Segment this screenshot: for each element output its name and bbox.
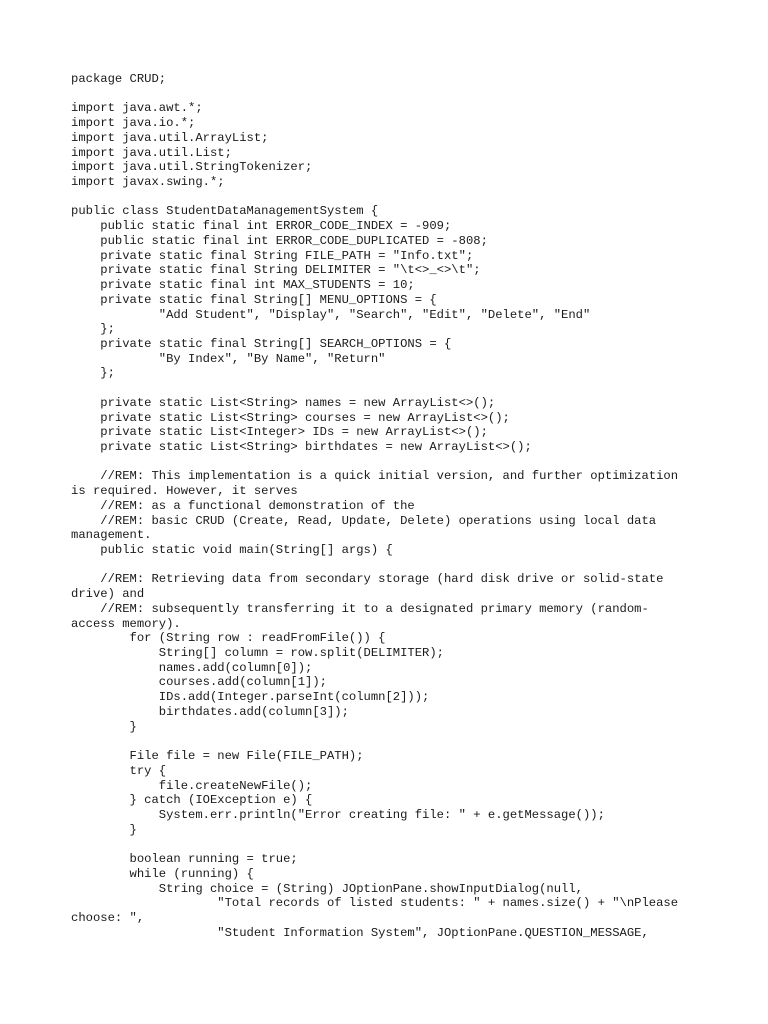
code-line: public class StudentDataManagementSystem { bbox=[71, 204, 379, 219]
code-line: import java.awt.*; bbox=[71, 101, 203, 116]
code-line: courses.add(column[1]); bbox=[71, 675, 327, 690]
code-line: public static void main(String[] args) { bbox=[71, 543, 393, 557]
code-line: "Total records of listed students: " + names.size() + "\nPlease bbox=[71, 896, 679, 911]
code-line bbox=[71, 87, 701, 102]
code-line: }; bbox=[71, 322, 115, 337]
code-line: boolean running = true; bbox=[71, 852, 298, 867]
code-line: import java.util.ArrayList; bbox=[71, 130, 269, 145]
code-line: //REM: as a functional demonstration of the bbox=[71, 498, 415, 513]
code-line: is required. However, it serves bbox=[71, 484, 298, 499]
code-line: } bbox=[71, 822, 137, 837]
code-line bbox=[71, 558, 701, 573]
code-line: choose: ", bbox=[71, 910, 145, 925]
code-line: String[] column = row.split(DELIMITER); bbox=[71, 646, 444, 661]
code-line: import java.util.List; bbox=[71, 145, 232, 160]
code-line: package CRUD; bbox=[71, 72, 167, 86]
code-line bbox=[71, 455, 701, 470]
code-line: names.add(column[0]); bbox=[71, 660, 313, 675]
code-line: //REM: subsequently transferring it to a designated primary memory (random- bbox=[71, 601, 649, 616]
code-line: drive) and bbox=[71, 587, 145, 602]
code-line bbox=[71, 837, 701, 852]
code-listing bbox=[71, 72, 701, 940]
code-line: } catch (IOException e) { bbox=[71, 793, 313, 808]
code-line: management. bbox=[71, 528, 152, 543]
code-line: //REM: basic CRUD (Create, Read, Update, Delete) operations using local data bbox=[71, 513, 657, 528]
code-line: import java.util.StringTokenizer; bbox=[71, 160, 313, 175]
code-line: try { bbox=[71, 763, 167, 778]
code-line bbox=[71, 190, 701, 205]
code-line: public static final int ERROR_CODE_INDEX = -909; bbox=[71, 219, 452, 234]
code-line: "By Index", "By Name", "Return" bbox=[71, 351, 386, 366]
code-line: for (String row : readFromFile()) { bbox=[71, 631, 386, 646]
code-line: //REM: Retrieving data from secondary storage (hard disk drive or solid-state bbox=[71, 572, 664, 587]
code-line: IDs.add(Integer.parseInt(column[2])); bbox=[71, 690, 430, 705]
code-line: import javax.swing.*; bbox=[71, 175, 225, 190]
code-line: //REM: This implementation is a quick initial version, and further optimization bbox=[71, 469, 679, 484]
code-line: "Add Student", "Display", "Search", "Edit", "Delete", "End" bbox=[71, 307, 591, 322]
code-line: file.createNewFile(); bbox=[71, 778, 313, 793]
code-line: private static final int MAX_STUDENTS = 10; bbox=[71, 278, 415, 293]
code-line: while (running) { bbox=[71, 866, 254, 881]
code-line: String choice = (String) JOptionPane.showInputDialog(null, bbox=[71, 881, 583, 896]
code-line: private static List<String> names = new ArrayList<>(); bbox=[71, 395, 496, 410]
code-line: System.err.println("Error creating file: " + e.getMessage()); bbox=[71, 807, 605, 822]
code-line: private static final String FILE_PATH = "Info.txt"; bbox=[71, 248, 474, 263]
code-line: File file = new File(FILE_PATH); bbox=[71, 749, 364, 764]
code-line: birthdates.add(column[3]); bbox=[71, 704, 349, 719]
code-line: private static List<String> birthdates = new ArrayList<>(); bbox=[71, 439, 532, 454]
code-line: } bbox=[71, 719, 137, 734]
code-line: private static final String[] SEARCH_OPTIONS = { bbox=[71, 336, 452, 351]
code-line: private static final String[] MENU_OPTIONS = { bbox=[71, 292, 437, 307]
code-line: "Student Information System", JOptionPane.QUESTION_MESSAGE, bbox=[71, 925, 649, 940]
code-line: private static final String DELIMITER = "\t<>_<>\t"; bbox=[71, 263, 481, 278]
code-line bbox=[71, 381, 701, 396]
code-line bbox=[71, 734, 701, 749]
code-line: access memory). bbox=[71, 616, 181, 631]
code-line: private static List<String> courses = new ArrayList<>(); bbox=[71, 410, 510, 425]
code-line: private static List<Integer> IDs = new ArrayList<>(); bbox=[71, 425, 488, 440]
code-line: import java.io.*; bbox=[71, 116, 196, 131]
code-line: public static final int ERROR_CODE_DUPLICATED = -808; bbox=[71, 233, 488, 248]
code-line: }; bbox=[71, 366, 115, 381]
